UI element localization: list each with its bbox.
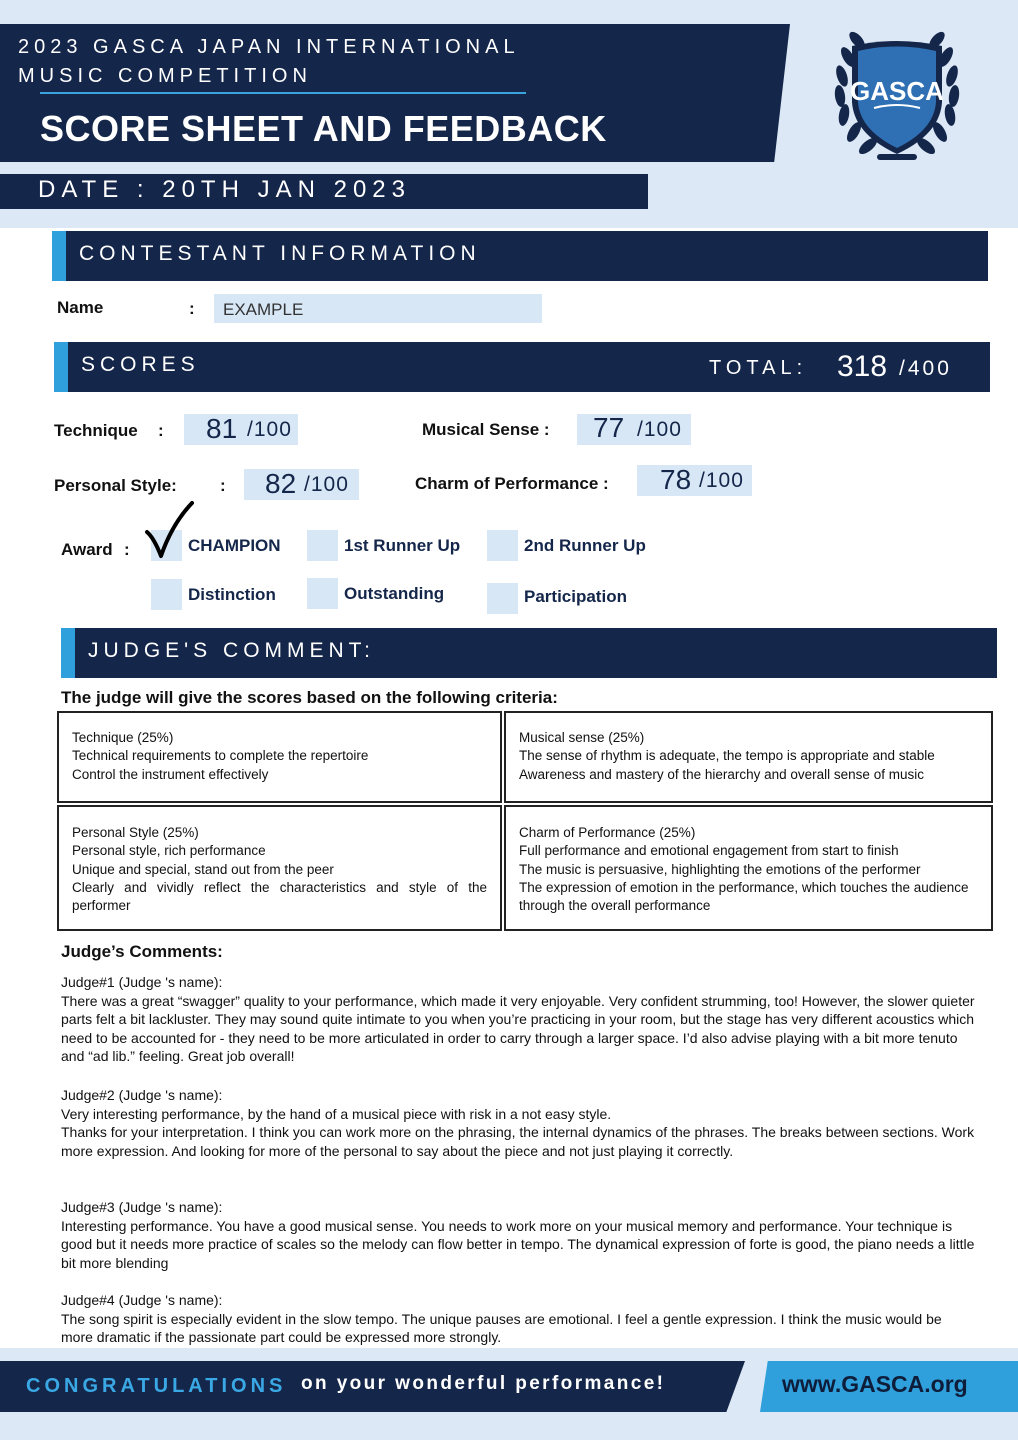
technique-max: /100 — [247, 418, 292, 441]
award-checkbox-participation[interactable] — [487, 583, 518, 614]
section-accent — [52, 231, 66, 281]
technique-score: 81 — [206, 413, 238, 444]
header-divider — [40, 92, 526, 94]
charm-label: Charm of Performance : — [415, 474, 609, 493]
award-option-1st-runner-up: 1st Runner Up — [344, 536, 461, 555]
event-date: DATE : 20TH JAN 2023 — [38, 176, 411, 203]
judge-name: Judge#4 (Judge 's name): — [61, 1292, 223, 1308]
section-accent — [61, 628, 75, 678]
criteria-line: Full performance and emotional engagement from start to finish — [519, 843, 899, 859]
award-checkbox-outstanding[interactable] — [307, 578, 338, 609]
judge-comment-text: Very interesting performance, by the hand of a musical piece with risk in a not easy style. Thanks for your interpretation. I think you can work more on the phrasing, the internal dynamics of the phrases. The breaks between sections. Work more expression. And looking for more of the personal to say about the piece and not just playing it correctly. — [61, 1105, 975, 1159]
judge-comment-text: There was a great “swagger” quality to your performance, which made it very enjoyable. Very confident strumming, too! However, the slower quieter parts felt a bit lackluster. They may sound quite intimate to you when you’re practicing in your room, but the stage has very different acoustics which need to be accounted for - they need to be more articulated in order to carry through a larger space. I’d also advise playing with a bit more tenuto and “ad lib.” feeling. Great job overall! — [61, 992, 975, 1065]
award-option-distinction: Distinction — [188, 585, 276, 604]
criteria-line: Technical requirements to complete the repertoire — [72, 748, 369, 764]
competition-name — [18, 33, 578, 91]
total-label: TOTAL: — [709, 357, 808, 379]
charm-max: /100 — [699, 469, 744, 492]
judges-comments-title: Judge’s Comments: — [61, 942, 223, 961]
criteria-line: Clearly and vividly reflect the characteristics and style of the performer — [72, 879, 487, 914]
technique-label: Technique — [54, 421, 138, 440]
award-colon: : — [124, 540, 130, 559]
footer-message: on your wonderful performance! — [301, 1373, 666, 1394]
criteria-line: The expression of emotion in the performance, which touches the audience through the overall performance — [519, 879, 969, 914]
checkmark-icon — [144, 500, 194, 562]
award-option-champion: CHAMPION — [188, 536, 281, 555]
criteria-heading: Charm of Performance (25%) — [519, 825, 696, 840]
scores-section-title: SCORES — [81, 353, 200, 376]
personal-style-colon: : — [220, 476, 226, 495]
personal-style-label: Personal Style: — [54, 476, 177, 495]
personal-style-score: 82 — [265, 468, 297, 499]
criteria-box-personal-style — [57, 805, 502, 931]
name-label: Name — [57, 298, 104, 317]
award-option-participation: Participation — [524, 587, 627, 606]
judge-comment-text: The song spirit is especially evident in the slow tempo. The unique pauses are emotional. I feel a gentle expression. I think the music would be more dramatic if the passionate part could be expressed more strongly. — [61, 1310, 942, 1346]
award-checkbox-2nd-runner-up[interactable] — [487, 530, 518, 561]
name-value: EXAMPLE — [223, 300, 304, 319]
section-accent — [54, 342, 68, 392]
judge-name: Judge#2 (Judge 's name): — [61, 1087, 223, 1103]
criteria-box-technique — [57, 711, 502, 803]
charm-score: 78 — [660, 464, 692, 495]
personal-style-max: /100 — [304, 473, 349, 496]
contestant-section-title: CONTESTANT INFORMATION — [79, 242, 481, 265]
musical-sense-label: Musical Sense : — [422, 420, 550, 439]
criteria-intro: The judge will give the scores based on the following criteria: — [61, 688, 558, 707]
name-colon: : — [189, 299, 195, 318]
award-option-2nd-runner-up: 2nd Runner Up — [524, 536, 646, 555]
criteria-line: Unique and special, stand out from the peer — [72, 861, 334, 877]
judge-comment-3 — [61, 1198, 976, 1272]
award-checkbox-distinction[interactable] — [151, 579, 182, 610]
logo-text: GASCA — [850, 76, 944, 106]
judge-comment-text: Interesting performance. You have a good musical sense. You needs to work more on your musical memory and performance. Your technique is good but it needs more practice of scales so the melody can flow better in tempo. The dynamical expression of forte is good, the piano needs a little bit more blending — [61, 1217, 975, 1271]
criteria-box-charm — [504, 805, 993, 931]
award-label: Award — [61, 540, 113, 559]
judge-name: Judge#3 (Judge 's name): — [61, 1199, 223, 1215]
criteria-line: Control the instrument effectively — [72, 766, 269, 782]
total-score: 318 — [837, 350, 888, 383]
judge-comment-2 — [61, 1086, 976, 1160]
criteria-heading: Musical sense (25%) — [519, 730, 645, 745]
website-link[interactable]: www.GASCA.org — [782, 1371, 968, 1397]
criteria-box-musical-sense — [504, 711, 993, 803]
criteria-line: The sense of rhythm is adequate, the tempo is appropriate and stable — [519, 748, 935, 764]
judges-comment-section-title: JUDGE'S COMMENT: — [88, 639, 376, 662]
musical-sense-score: 77 — [593, 412, 625, 443]
criteria-heading: Personal Style (25%) — [72, 825, 199, 840]
gasca-logo — [822, 18, 972, 168]
judge-comment-4 — [61, 1291, 976, 1347]
award-checkbox-1st-runner-up[interactable] — [307, 530, 338, 561]
criteria-line: Awareness and mastery of the hierarchy and overall sense of music — [519, 766, 924, 782]
criteria-heading: Technique (25%) — [72, 730, 174, 745]
footer-congratulations: CONGRATULATIONS — [26, 1375, 287, 1397]
competition-name-line1: 2023 GASCA JAPAN INTERNATIONAL — [18, 36, 520, 58]
technique-colon: : — [158, 421, 164, 440]
award-option-outstanding: Outstanding — [344, 584, 445, 603]
judge-name: Judge#1 (Judge 's name): — [61, 974, 223, 990]
criteria-line: The music is persuasive, highlighting the emotions of the performer — [519, 861, 921, 877]
musical-sense-max: /100 — [637, 418, 682, 441]
judge-comment-1 — [61, 973, 976, 1066]
criteria-line: Personal style, rich performance — [72, 843, 266, 859]
page-title: SCORE SHEET AND FEEDBACK — [40, 108, 607, 149]
total-max: /400 — [899, 357, 952, 380]
competition-name-line2: MUSIC COMPETITION — [18, 65, 312, 87]
